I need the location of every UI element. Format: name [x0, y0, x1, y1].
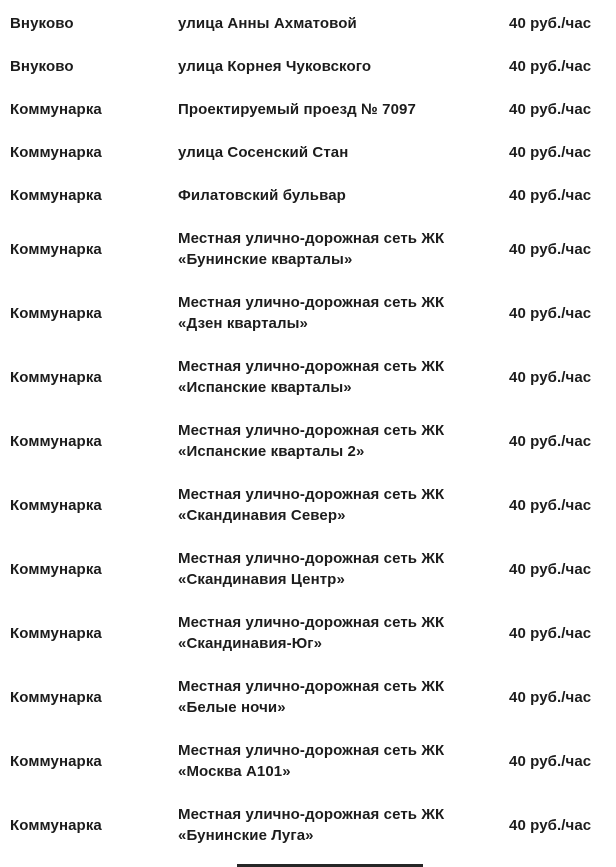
street-cell: [178, 420, 509, 462]
street-cell: [178, 185, 509, 206]
price-cell: 40 руб./час: [509, 187, 592, 204]
price-cell: 40 руб./час: [509, 15, 592, 32]
table-row: [10, 537, 598, 601]
district-cell: Коммунарка: [10, 752, 102, 770]
price-cell: 40 руб./час: [509, 816, 592, 834]
street-cell: [178, 740, 509, 782]
street-line1: Местная улично-дорожная сеть ЖК: [178, 614, 445, 631]
street-cell: [178, 142, 509, 163]
street-line1: Филатовский бульвар: [178, 187, 346, 204]
table-row: [10, 281, 598, 345]
table-row: [10, 2, 598, 45]
street-line1: Местная улично-дорожная сеть ЖК: [178, 230, 445, 247]
street-line2: «Бунинские кварталы»: [178, 251, 353, 268]
table-row: [10, 88, 598, 131]
district-cell: Коммунарка: [10, 240, 102, 258]
table-row: [10, 131, 598, 174]
street-cell: [178, 356, 509, 398]
street-line2: «Испанские кварталы 2»: [178, 443, 365, 460]
table-row: [10, 665, 598, 729]
street-line2: «Белые ночи»: [178, 699, 286, 716]
district-cell: Внуково: [10, 15, 74, 32]
street-line1: Местная улично-дорожная сеть ЖК: [178, 294, 445, 311]
street-cell: [178, 804, 509, 846]
street-line1: Местная улично-дорожная сеть ЖК: [178, 358, 445, 375]
district-cell: Коммунарка: [10, 432, 102, 450]
table-row: [10, 45, 598, 88]
street-line2: «Скандинавия-Юг»: [178, 635, 323, 652]
street-line1: Местная улично-дорожная сеть ЖК: [178, 486, 445, 503]
street-line1: Проектируемый проезд № 7097: [178, 101, 416, 118]
district-cell: Коммунарка: [10, 816, 102, 834]
price-cell: 40 руб./час: [509, 624, 592, 642]
price-cell: 40 руб./час: [509, 560, 592, 578]
street-cell: [178, 13, 509, 34]
street-line2: «Скандинавия Север»: [178, 507, 346, 524]
district-cell: Коммунарка: [10, 560, 102, 578]
price-cell: 40 руб./час: [509, 101, 592, 118]
district-cell: Коммунарка: [10, 187, 102, 204]
street-line1: улица Корнея Чуковского: [178, 58, 372, 75]
price-cell: 40 руб./час: [509, 240, 592, 258]
street-line1: улица Анны Ахматовой: [178, 15, 357, 32]
district-cell: Коммунарка: [10, 688, 102, 706]
table-row: [10, 729, 598, 793]
street-cell: [178, 676, 509, 718]
district-cell: Коммунарка: [10, 496, 102, 514]
price-cell: 40 руб./час: [509, 144, 592, 161]
street-line2: «Испанские кварталы»: [178, 379, 352, 396]
price-cell: 40 руб./час: [509, 496, 592, 514]
district-cell: Внуково: [10, 58, 74, 75]
street-line2: «Скандинавия Центр»: [178, 571, 345, 588]
street-cell: [178, 548, 509, 590]
street-line1: Местная улично-дорожная сеть ЖК: [178, 678, 445, 695]
price-cell: 40 руб./час: [509, 304, 592, 322]
table-row: [10, 217, 598, 281]
table-row: [10, 601, 598, 665]
street-cell: [178, 228, 509, 270]
street-line2: «Дзен кварталы»: [178, 315, 308, 332]
table-row: [10, 345, 598, 409]
table-row: [10, 473, 598, 537]
tariff-table-body: [10, 2, 598, 857]
price-cell: 40 руб./час: [509, 432, 592, 450]
table-row: [10, 409, 598, 473]
street-line1: Местная улично-дорожная сеть ЖК: [178, 742, 445, 759]
district-cell: Коммунарка: [10, 368, 102, 386]
street-line1: Местная улично-дорожная сеть ЖК: [178, 806, 445, 823]
price-cell: 40 руб./час: [509, 688, 592, 706]
street-cell: [178, 612, 509, 654]
street-cell: [178, 292, 509, 334]
table-row: [10, 793, 598, 857]
district-cell: Коммунарка: [10, 304, 102, 322]
street-cell: [178, 56, 509, 77]
price-cell: 40 руб./час: [509, 58, 592, 75]
street-line2: «Москва А101»: [178, 763, 291, 780]
street-line2: «Бунинские Луга»: [178, 827, 314, 844]
district-cell: Коммунарка: [10, 101, 102, 118]
table-row: [10, 174, 598, 217]
price-cell: 40 руб./час: [509, 368, 592, 386]
street-line1: улица Сосенский Стан: [178, 144, 349, 161]
street-line1: Местная улично-дорожная сеть ЖК: [178, 550, 445, 567]
price-cell: 40 руб./час: [509, 752, 592, 770]
district-cell: Коммунарка: [10, 144, 102, 161]
street-line1: Местная улично-дорожная сеть ЖК: [178, 422, 445, 439]
street-cell: [178, 484, 509, 526]
street-cell: [178, 99, 509, 120]
district-cell: Коммунарка: [10, 624, 102, 642]
